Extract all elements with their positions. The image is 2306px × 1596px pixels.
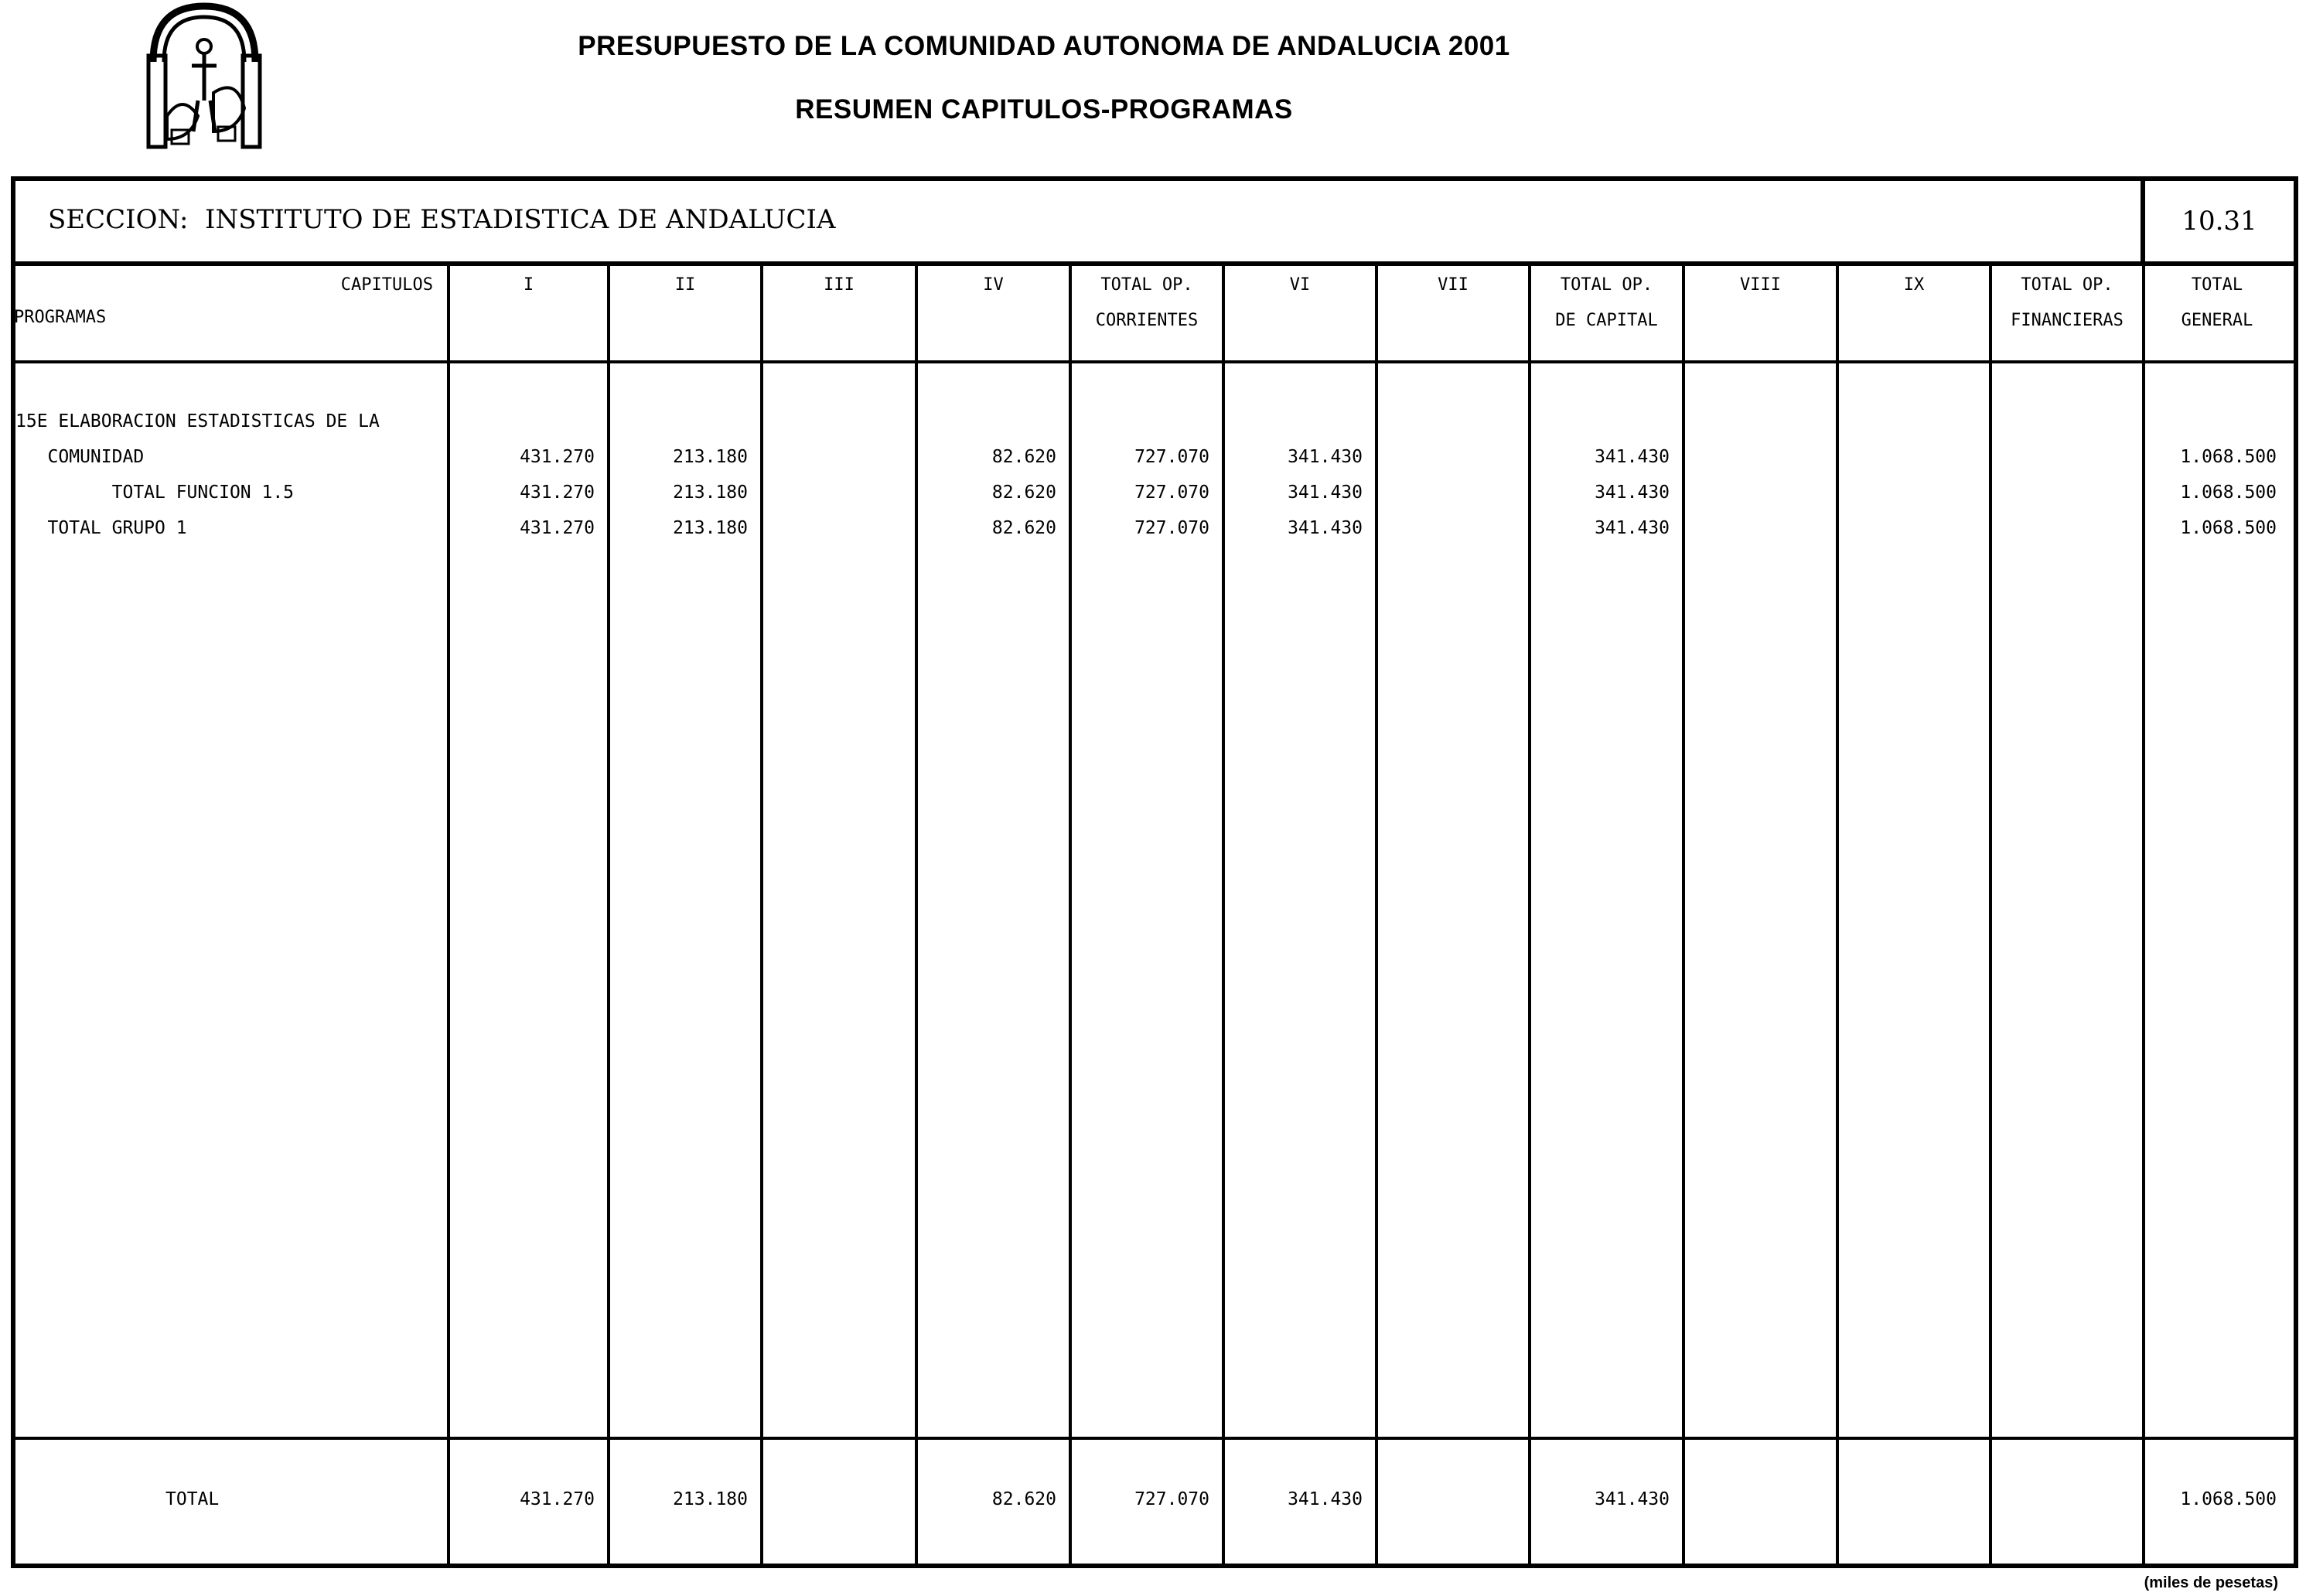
column-rule: [1375, 266, 1378, 1568]
total-cell: 341.430: [1595, 1489, 1670, 1509]
table-cell: 431.270: [520, 518, 595, 538]
section-row: [15, 181, 2294, 266]
table-cell: 82.620: [991, 518, 1056, 538]
column-header: III: [824, 275, 855, 295]
table-cell: 431.270: [520, 447, 595, 467]
table-cell: 431.270: [520, 483, 595, 503]
column-rule: [1989, 266, 1992, 1568]
row-label: TOTAL GRUPO 1: [15, 518, 187, 538]
table-cell: 213.180: [673, 483, 748, 503]
column-header: TOTAL OP.: [1100, 275, 1193, 295]
row-label: COMUNIDAD: [15, 447, 145, 467]
header-rule: [15, 360, 2294, 363]
column-rule: [760, 266, 763, 1568]
table-cell: 341.430: [1595, 447, 1670, 467]
total-cell: 341.430: [1288, 1489, 1363, 1509]
column-header: VII: [1438, 275, 1469, 295]
table-cell: 341.430: [1288, 483, 1363, 503]
column-rule: [1682, 266, 1685, 1568]
table-cell: 727.070: [1134, 518, 1209, 538]
document-subtitle: RESUMEN CAPITULOS-PROGRAMAS: [795, 94, 1293, 124]
column-header-sub: DE CAPITAL: [1555, 311, 1658, 330]
column-header: VIII: [1740, 275, 1781, 295]
row-label: 15E ELABORACION ESTADISTICAS DE LA: [15, 411, 380, 431]
total-cell: 1.068.500: [2180, 1489, 2277, 1509]
column-header: TOTAL: [2191, 275, 2243, 295]
column-header: II: [674, 275, 696, 295]
table-cell: 341.430: [1288, 518, 1363, 538]
column-header: I: [523, 275, 534, 295]
column-header: TOTAL OP.: [1560, 275, 1653, 295]
section-label: SECCION: INSTITUTO DE ESTADISTICA DE ANDALUCIA: [48, 204, 836, 235]
table-cell: 213.180: [673, 447, 748, 467]
corner-programas: PROGRAMAS: [14, 308, 107, 327]
document-title: PRESUPUESTO DE LA COMUNIDAD AUTONOMA DE ANDALUCIA 2001: [578, 31, 1510, 61]
column-header: IX: [1903, 275, 1925, 295]
table-cell: 1.068.500: [2180, 518, 2277, 538]
table-cell: 1.068.500: [2180, 447, 2277, 467]
total-cell: 727.070: [1134, 1489, 1209, 1509]
table-cell: 341.430: [1595, 483, 1670, 503]
column-header-sub: FINANCIERAS: [2011, 311, 2123, 330]
total-cell: 431.270: [520, 1489, 595, 1509]
column-header-sub: CORRIENTES: [1095, 311, 1199, 330]
table-cell: 82.620: [991, 483, 1056, 503]
column-header-sub: GENERAL: [2181, 311, 2253, 330]
row-label: TOTAL FUNCION 1.5: [15, 483, 295, 503]
table-cell: 1.068.500: [2180, 483, 2277, 503]
table-cell: 341.430: [1288, 447, 1363, 467]
table-cell: 727.070: [1134, 447, 1209, 467]
corner-capitulos: CAPITULOS: [340, 275, 433, 295]
table-cell: 727.070: [1134, 483, 1209, 503]
total-label: TOTAL: [165, 1489, 220, 1509]
column-header: TOTAL OP.: [2021, 275, 2113, 295]
section-code: 10.31: [2141, 181, 2294, 261]
units-note: (miles de pesetas): [2144, 1574, 2278, 1591]
column-rule: [1836, 266, 1839, 1568]
budget-table: [11, 176, 2298, 1568]
total-rule: [15, 1437, 2294, 1440]
table-cell: 82.620: [991, 447, 1056, 467]
table-cell: 213.180: [673, 518, 748, 538]
table-cell: 341.430: [1595, 518, 1670, 538]
column-header: VI: [1289, 275, 1311, 295]
total-cell: 213.180: [673, 1489, 748, 1509]
junta-andalucia-logo: [144, 0, 264, 155]
total-cell: 82.620: [991, 1489, 1056, 1509]
column-header: IV: [983, 275, 1004, 295]
